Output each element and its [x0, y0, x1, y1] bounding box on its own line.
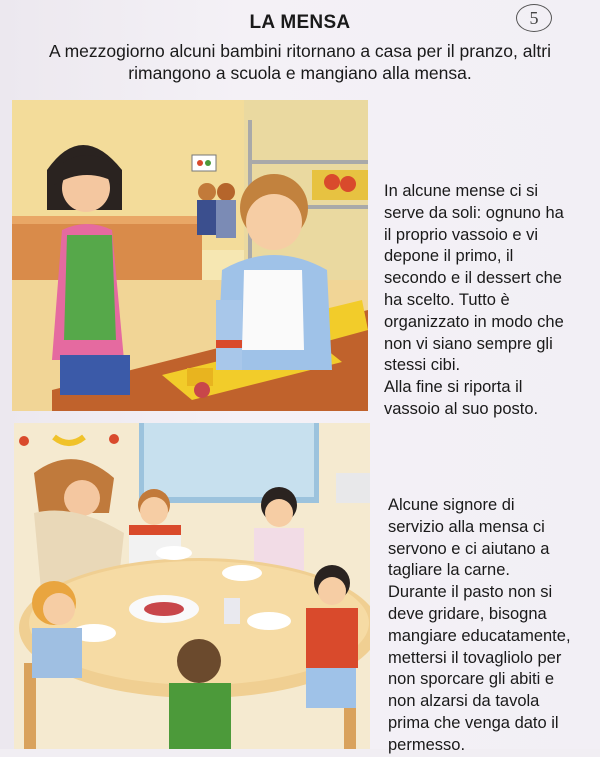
text-line: stessi cibi. [384, 356, 461, 375]
text-line: serve da soli: ognuno ha [384, 203, 564, 222]
text-line: non vi siano sempre gli [384, 334, 553, 353]
page-title: LA MENSA [249, 12, 351, 33]
text-line: mangiare educatamente, [388, 626, 571, 645]
text-line: prima che venga dato il [388, 713, 559, 732]
self-service-scene-icon [12, 100, 368, 411]
intro-line: rimangono a scuola e mangiano alla mensa. [128, 63, 472, 83]
text-line: non sporcare gli abiti e [388, 670, 555, 689]
text-line: vassoio al suo posto. [384, 399, 539, 418]
intro-line: A mezzogiorno alcuni bambini ritornano a casa per il pranzo, altri [49, 41, 551, 61]
text-line: secondo e il dessert che [384, 269, 562, 288]
text-line: permesso. [388, 735, 466, 754]
text-line: organizzato in modo che [384, 312, 564, 331]
text-line: Durante il pasto non si [388, 583, 553, 602]
text-line: servizio alla mensa ci [388, 517, 545, 536]
illustration-served-meal [14, 423, 370, 749]
text-line: Alla fine si riporta il [384, 378, 523, 397]
served-meal-text [388, 495, 571, 757]
text-line: In alcune mense ci si [384, 182, 539, 200]
text-line: tagliare la carne. [388, 561, 510, 580]
text-line: servono e ci aiutano a [388, 539, 550, 558]
served-meal-scene-icon [14, 423, 370, 749]
text-line: deve gridare, bisogna [388, 604, 547, 623]
text-line: depone il primo, il [384, 247, 514, 266]
illustration-self-service [12, 100, 368, 411]
page-number: 5 [516, 4, 552, 32]
self-service-text [384, 181, 564, 421]
text-line: non alzarsi da tavola [388, 692, 540, 711]
intro-paragraph [20, 40, 580, 84]
text-line: il proprio vassoio e vi [384, 225, 539, 244]
text-line: mettersi il tovagliolo per [388, 648, 562, 667]
text-line: ha scelto. Tutto è [384, 290, 510, 309]
text-line: Alcune signore di [388, 496, 515, 514]
